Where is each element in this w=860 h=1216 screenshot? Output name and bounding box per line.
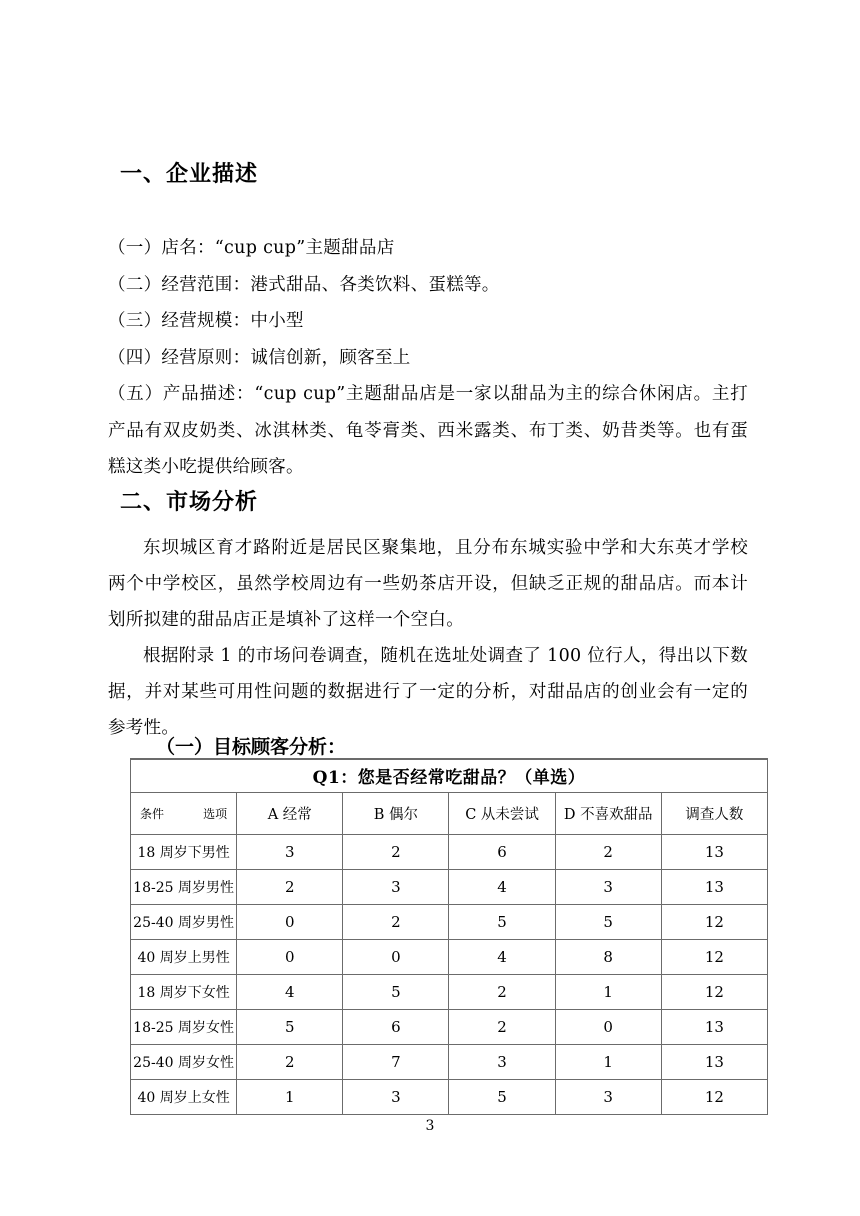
cell-value: 13 [661, 870, 767, 905]
cell-value: 2 [555, 835, 661, 870]
cell-value: 0 [343, 940, 449, 975]
cell-value: 3 [343, 870, 449, 905]
cell-value: 12 [661, 975, 767, 1010]
survey-table-title: Q1：您是否经常吃甜品？（单选） [131, 759, 768, 793]
table-row [131, 1010, 768, 1045]
cell-value: 2 [343, 905, 449, 940]
market-paragraph-survey: 根据附录 1 的市场问卷调查，随机在选址处调查了 100 位行人，得出以下数据，并对某些可用性问题的数据进行了一定的分析，对甜品店的创业会有一定的参考性。 [108, 645, 748, 738]
table-row [131, 870, 768, 905]
row-label: 18-25 周岁女性 [131, 1010, 237, 1045]
row-label: 40 周岁上女性 [131, 1080, 237, 1115]
cell-value: 5 [343, 975, 449, 1010]
cell-value: 5 [237, 1010, 343, 1045]
cell-value: 13 [661, 1010, 767, 1045]
cell-value: 3 [449, 1045, 555, 1080]
cell-value: 3 [343, 1080, 449, 1115]
cell-value: 4 [449, 870, 555, 905]
column-header-dislike: D 不喜欢甜品 [555, 793, 661, 835]
business-items [108, 230, 748, 486]
cell-value: 0 [555, 1010, 661, 1045]
row-label: 40 周岁上男性 [131, 940, 237, 975]
cell-value: 6 [343, 1010, 449, 1045]
cell-value: 5 [449, 905, 555, 940]
cell-value: 2 [237, 1045, 343, 1080]
survey-table [130, 758, 768, 1116]
cell-value: 2 [237, 870, 343, 905]
market-paragraph-location: 东坝城区育才路附近是居民区聚集地，且分布东城实验中学和大东英才学校两个中学校区，虽然学校周边有一些奶茶店开设，但缺乏正规的甜品店。而本计划所拟建的甜品店正是填补了这样一个空白。 [108, 537, 748, 630]
cell-value: 5 [449, 1080, 555, 1115]
business-item-principle: （四）经营原则：诚信创新，顾客至上 [108, 347, 411, 368]
table-row [131, 835, 768, 870]
cell-value: 0 [237, 940, 343, 975]
cell-value: 12 [661, 1080, 767, 1115]
business-item-store-name: （一）店名：“cup cup”主题甜品店 [108, 238, 395, 258]
row-label: 25-40 周岁女性 [131, 1045, 237, 1080]
row-label: 18 周岁下男性 [131, 835, 237, 870]
cell-value: 13 [661, 835, 767, 870]
cell-value: 6 [449, 835, 555, 870]
corner-cell [131, 793, 237, 835]
cell-value: 3 [237, 835, 343, 870]
cell-value: 5 [555, 905, 661, 940]
row-label: 18 周岁下女性 [131, 975, 237, 1010]
cell-value: 1 [555, 975, 661, 1010]
cell-value: 1 [555, 1045, 661, 1080]
table-row [131, 940, 768, 975]
cell-value: 12 [661, 940, 767, 975]
survey-table-header-row [131, 793, 768, 835]
cell-value: 7 [343, 1045, 449, 1080]
table-row [131, 1080, 768, 1115]
business-item-product-description: （五）产品描述：“cup cup”主题甜品店是一家以甜品为主的综合休闲店。主打产品有双皮奶类、冰淇林类、龟苓膏类、西米露类、布丁类、奶昔类等。也有蛋糕这类小吃提供给顾客。 [108, 384, 748, 477]
survey-table-title-row [131, 759, 768, 793]
cell-value: 13 [661, 1045, 767, 1080]
subsection-heading-target-customers: （一）目标顾客分析： [156, 735, 347, 758]
cell-value: 2 [343, 835, 449, 870]
cell-value: 0 [237, 905, 343, 940]
business-item-scope: （二）经营范围：港式甜品、各类饮料、蛋糕等。 [108, 274, 500, 295]
table-row [131, 905, 768, 940]
cell-value: 3 [555, 1080, 661, 1115]
cell-value: 12 [661, 905, 767, 940]
cell-value: 4 [237, 975, 343, 1010]
cell-value: 2 [449, 975, 555, 1010]
cell-value: 3 [555, 870, 661, 905]
heading-business-description: 一、企业描述 [120, 162, 259, 187]
cell-value: 1 [237, 1080, 343, 1115]
row-label: 18-25 周岁男性 [131, 870, 237, 905]
cell-value: 4 [449, 940, 555, 975]
table-row [131, 1045, 768, 1080]
heading-market-analysis: 二、市场分析 [120, 489, 259, 515]
column-header-occasionally: B 偶尔 [343, 793, 449, 835]
corner-axes [131, 805, 236, 822]
page-number: 3 [425, 1118, 435, 1134]
row-label: 25-40 周岁男性 [131, 905, 237, 940]
column-header-never-tried: C 从未尝试 [449, 793, 555, 835]
column-header-respondents: 调查人数 [661, 793, 767, 835]
column-header-often: A 经常 [237, 793, 343, 835]
cell-value: 8 [555, 940, 661, 975]
corner-col-axis-label: 选项 [203, 807, 228, 821]
cell-value: 2 [449, 1010, 555, 1045]
corner-row-axis-label: 条件 [140, 807, 165, 821]
table-row [131, 975, 768, 1010]
business-item-scale: （三）经营规模：中小型 [108, 311, 304, 331]
